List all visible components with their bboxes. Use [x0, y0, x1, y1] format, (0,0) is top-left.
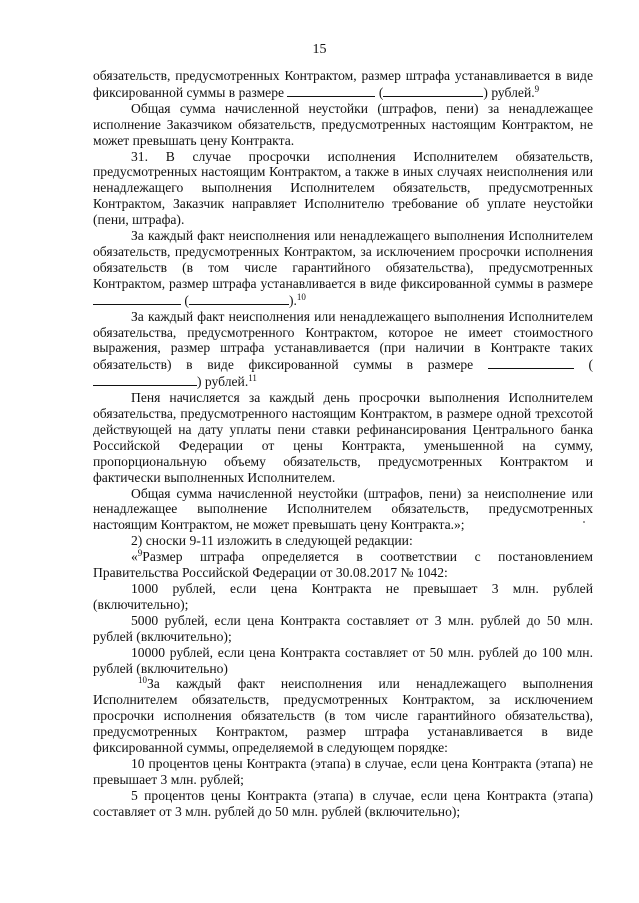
text-fragment: ) рублей.: [197, 374, 249, 390]
paragraph-fine-each-fact: [93, 228, 593, 309]
paragraph-penalty-daily: Пеня начисляется за каждый день просрочки выполнения Исполнителем обязательства, предусмотренного настоящим Контрактом, в размере одной трехсотой действующей на дату уплаты пени ставки рефинансирования Центрального банка Российской Федерации от цены Контракта, уменьшенной на сумму, пропорциональную объему обязательств, предусмотренных Контрактом и фактически выполненных Исполнителем.: [93, 390, 593, 485]
blank-field: [93, 373, 197, 386]
blank-field: [383, 84, 483, 97]
footnote-ref: 9: [534, 83, 540, 94]
footnote-marker: 10: [138, 675, 147, 686]
text-fragment: обязательств, предусмотренных Контрактом, размер штрафа устанавливается в виде фиксированной суммы в размере: [93, 68, 593, 100]
footnote-ref: 11: [248, 373, 257, 384]
document-body: [93, 68, 593, 820]
paragraph-penalty-continuation: [93, 68, 593, 101]
scan-speck: [583, 521, 585, 523]
paragraph-fine-1000: 1000 рублей, если цена Контракта не превышает 3 млн. рублей (включительно);: [93, 581, 593, 612]
blank-field: [287, 84, 375, 97]
text-fragment: За каждый факт неисполнения или ненадлежащего выполнения Исполнителем обязательства, предусмотренного Контрактом, которое не имеет стоимостного выражения, размер штрафа устанавливается (при наличии в Контракте таких обязательств) в виде фиксированной суммы в размере: [93, 308, 593, 373]
text-fragment: (: [181, 292, 189, 308]
paragraph-five-percent: 5 процентов цены Контракта (этапа) в случае, если цена Контракта (этапа) составляет от 3 млн. рублей до 50 млн. рублей (включительно);: [93, 787, 593, 819]
paragraph-clause-31: 31. В случае просрочки исполнения Исполнителем обязательств, предусмотренных настоящим Контрактом, а также в иных случаях неисполнения или ненадлежащего выполнения Исполнителем обязательств, предусмотренных Контрактом, Заказчик направляет Исполнителю требование об уплате неустойки (пени, штрафа).: [93, 148, 593, 228]
text-fragment: (: [375, 84, 384, 100]
blank-field: [93, 292, 181, 305]
paragraph-ten-percent: 10 процентов цены Контракта (этапа) в случае, если цена Контракта (этапа) не превышает 3 млн. рублей;: [93, 755, 593, 787]
text-fragment: За каждый факт неисполнения или ненадлежащего выполнения Исполнителем обязательств, предусмотренных Контрактом, за исключением просрочки исполнения обязательств (в том числе гарантийного обязательства), предусмотренных Контрактом, размер штрафа устанавливается в виде фиксированной суммы, определяемой в следующем порядке:: [93, 676, 593, 756]
paragraph-customer-total: Общая сумма начисленной неустойки (штрафов, пени) за ненадлежащее исполнение Заказчиком обязательств, предусмотренных настоящим Контрактом, не может превышать цену Контракта.: [93, 100, 593, 148]
paragraph-footnote-9: [93, 549, 593, 581]
paragraph-fine-non-cost: [93, 309, 593, 391]
text-fragment: Размер штрафа определяется в соответствии с постановлением Правительства Российской Федерации от 30.08.2017 № 1042:: [93, 549, 593, 581]
text-fragment: «: [131, 549, 138, 565]
footnote-ref: 10: [296, 291, 306, 302]
text-fragment: ) рублей.: [483, 84, 535, 100]
text-fragment: За каждый факт неисполнения или ненадлежащего выполнения Исполнителем обязательств, предусмотренных Контрактом, за исключением просрочки исполнения обязательств (в том числе гарантийного обязательства), предусмотренных Контрактом, размер штрафа устанавливается в виде фиксированной суммы в размере: [93, 228, 593, 291]
text-fragment: ).: [288, 292, 297, 308]
paragraph-fine-10000: 10000 рублей, если цена Контракта составляет от 50 млн. рублей до 100 млн. рублей (включительно): [93, 644, 593, 676]
paragraph-footnotes-amendment: 2) сноски 9-11 изложить в следующей редакции:: [131, 533, 413, 549]
blank-field: [488, 356, 574, 369]
text-fragment: (: [573, 357, 593, 373]
footnote-marker: 9: [137, 548, 143, 559]
paragraph-executor-total: Общая сумма начисленной неустойки (штрафов, пени) за неисполнение или ненадлежащее выполнение Исполнителем обязательств, предусмотренных настоящим Контрактом, не может превышать цену Контракта.»;: [93, 485, 593, 533]
blank-field: [189, 292, 289, 305]
paragraph-footnote-10: [93, 676, 593, 756]
paragraph-fine-5000: 5000 рублей, если цена Контракта составляет от 3 млн. рублей до 50 млн. рублей (включительно);: [93, 612, 593, 644]
page-number: 15: [312, 42, 327, 57]
